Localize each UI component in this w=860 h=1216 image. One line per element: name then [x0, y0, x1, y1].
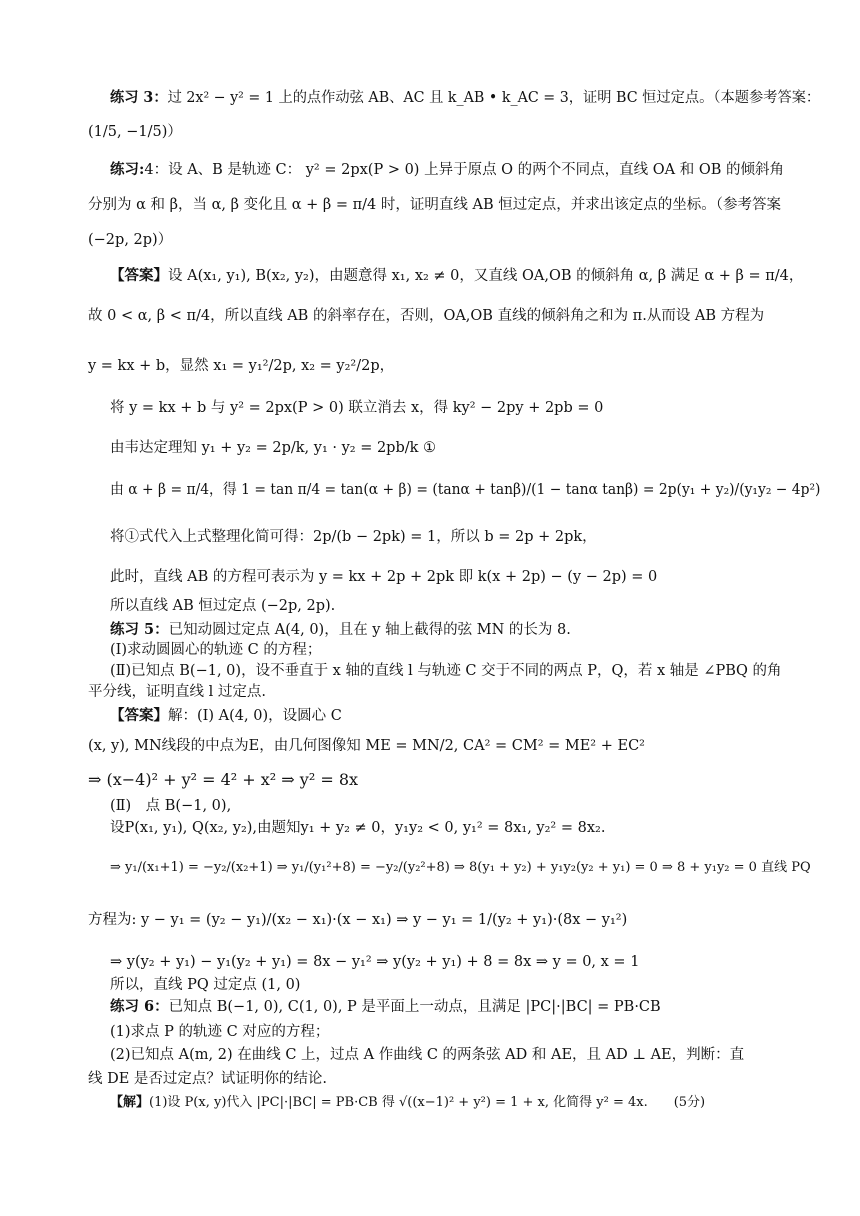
- line-18: 平分线，证明直线 l 过定点.: [88, 684, 266, 700]
- line-15: 练习 5：已知动圆过定点 A(4, 0)，且在 y 轴上截得的弦 MN 的长为 8.: [110, 621, 571, 638]
- line-24: ⇒ y₁/(x₁+1) = −y₂/(x₂+1) ⇒ y₁/(y₁²+8) = −y₂/(y₂²+8) ⇒ 8(y₁ + y₂) + y₁y₂(y₂ + y₁) = 0 ⇒ 8 + y₁y₂ = 0 直线 PQ: [110, 860, 811, 875]
- line-31: 线 DE 是否过定点？试证明你的结论.: [88, 1071, 328, 1087]
- line-13: 此时，直线 AB 的方程可表示为 y = kx + 2p + 2pk 即 k(x + 2p) − (y − 2p) = 0: [110, 569, 658, 585]
- line-12: 将①式代入上式整理化简可得：2p/(b − 2pk) = 1，所以 b = 2p + 2pk，: [110, 529, 597, 545]
- line-6: 【答案】设 A(x₁, y₁), B(x₂, y₂)，由题意得 x₁, x₂ ≠ 0，又直线 OA,OB 的倾斜角 α, β 满足 α + β = π/4，: [110, 267, 804, 284]
- line-4: 分别为 α 和 β，当 α, β 变化且 α + β = π/4 时，证明直线 AB 恒过定点，并求出该定点的坐标。（参考答案: [88, 197, 781, 213]
- line-5: (−2p, 2p)）: [88, 232, 173, 248]
- line-23: 设P(x₁, y₁), Q(x₂, y₂),由题知y₁ + y₂ ≠ 0，y₁y₂ < 0, y₁² = 8x₁, y₂² = 8x₂.: [110, 820, 606, 836]
- line-3: 练习:4：设 A、B 是轨迹 C： y² = 2px(P > 0) 上异于原点 O 的两个不同点，直线 OA 和 OB 的倾斜角: [110, 161, 785, 178]
- line-10: 由韦达定理知 y₁ + y₂ = 2p/k, y₁ · y₂ = 2pb/k ①: [110, 440, 437, 456]
- line-28: 练习 6：已知点 B(−1, 0), C(1, 0), P 是平面上一动点，且满足 |PC|·|BC| = PB·CB: [110, 998, 661, 1015]
- line-29: (1)求点 P 的轨迹 C 对应的方程；: [110, 1024, 330, 1040]
- line-14: 所以直线 AB 恒过定点 (−2p, 2p).: [110, 598, 336, 614]
- line-26: ⇒ y(y₂ + y₁) − y₁(y₂ + y₁) = 8x − y₁² ⇒ y(y₂ + y₁) + 8 = 8x ⇒ y = 0, x = 1: [110, 954, 640, 970]
- line-19: 【答案】解：(Ⅰ) A(4, 0)，设圆心 C: [110, 707, 342, 724]
- line-9: 将 y = kx + b 与 y² = 2px(P > 0) 联立消去 x，得 ky² − 2py + 2pb = 0: [110, 400, 604, 416]
- line-7: 故 0 < α, β < π/4，所以直线 AB 的斜率存在，否则，OA,OB 直线的倾斜角之和为 π.从而设 AB 方程为: [88, 308, 765, 324]
- line-2: (1/5, −1/5)）: [88, 124, 182, 140]
- line-11: 由 α + β = π/4，得 1 = tan π/4 = tan(α + β) = (tanα + tanβ)/(1 − tanα tanβ) = 2p(y₁ + y₂)/(y₁y₂ − 4p²): [110, 482, 821, 498]
- line-22: (Ⅱ) 点 B(−1, 0),: [110, 798, 232, 814]
- line-17: (Ⅱ)已知点 B(−1, 0)，设不垂直于 x 轴的直线 l 与轨迹 C 交于不同的两点 P，Q，若 x 轴是 ∠PBQ 的角: [110, 663, 782, 679]
- line-20: (x, y), MN线段的中点为E，由几何图像知 ME = MN/2, CA² = CM² = ME² + EC²: [88, 738, 645, 754]
- line-30: (2)已知点 A(m, 2) 在曲线 C 上，过点 A 作曲线 C 的两条弦 AD 和 AE，且 AD ⊥ AE，判断：直: [110, 1047, 745, 1063]
- line-16: (Ⅰ)求动圆圆心的轨迹 C 的方程；: [110, 642, 322, 658]
- line-21: ⇒ (x−4)² + y² = 4² + x² ⇒ y² = 8x: [88, 770, 359, 789]
- line-25: 方程为: y − y₁ = (y₂ − y₁)/(x₂ − x₁)·(x − x₁) ⇒ y − y₁ = 1/(y₂ + y₁)·(8x − y₁²): [88, 912, 628, 928]
- line-32: 【解】(1)设 P(x, y)代入 |PC|·|BC| = PB·CB 得 √((x−1)² + y²) = 1 + x, 化简得 y² = 4x. (5分): [110, 1095, 706, 1110]
- line-27: 所以，直线 PQ 过定点 (1, 0): [110, 977, 301, 993]
- line-8: y = kx + b，显然 x₁ = y₁²/2p, x₂ = y₂²/2p，: [88, 358, 395, 374]
- line-1: 练习 3：过 2x² − y² = 1 上的点作动弦 AB、AC 且 k_AB • k_AC = 3，证明 BC 恒过定点。（本题参考答案：: [110, 89, 821, 106]
